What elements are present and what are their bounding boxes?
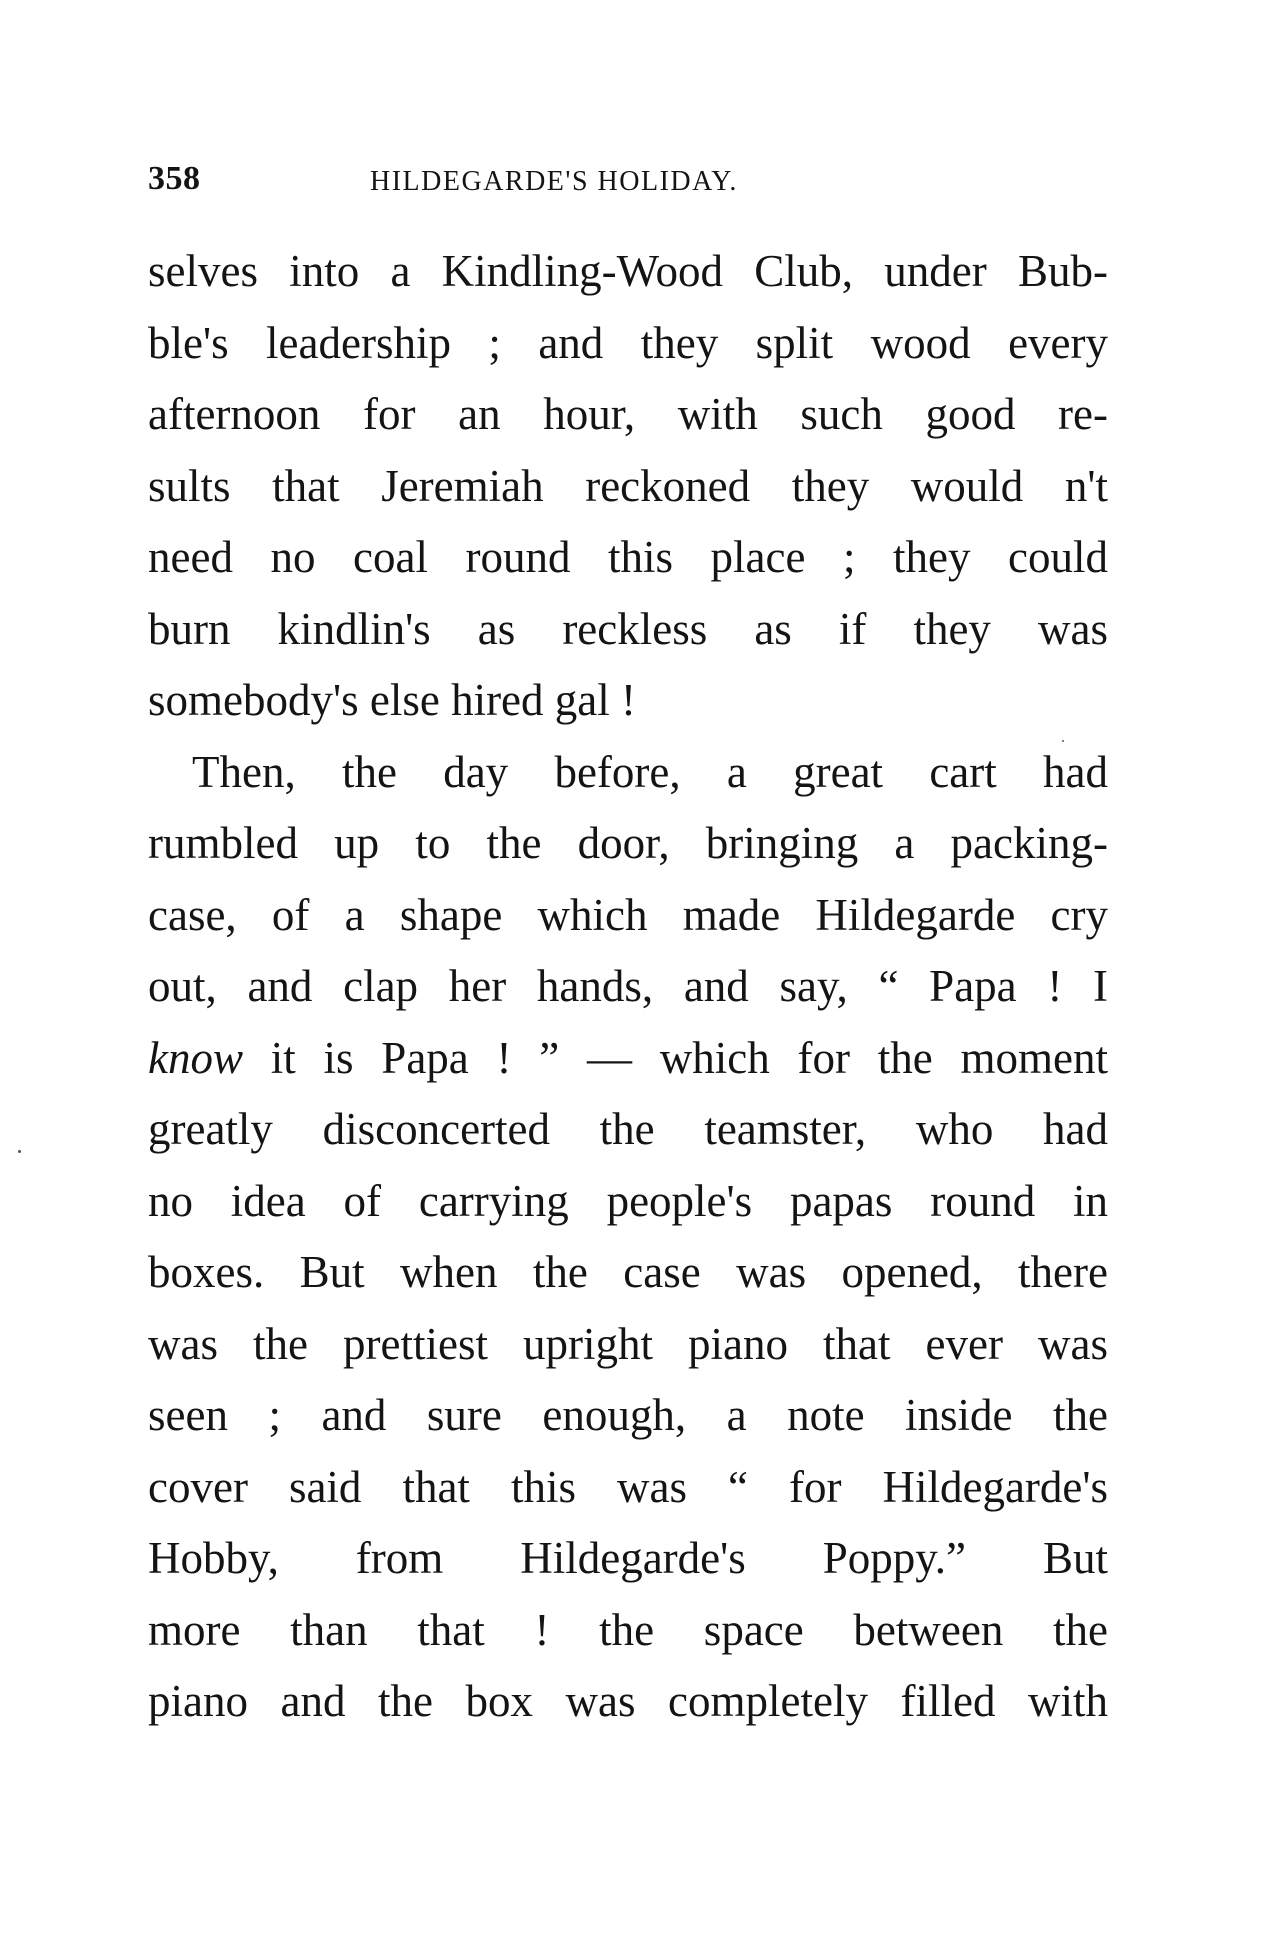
text-line: greatly disconcerted the teamster, who had bbox=[148, 1104, 1108, 1154]
print-speck bbox=[18, 1150, 21, 1153]
text-line: somebody's else hired gal ! bbox=[148, 675, 636, 725]
paragraph-2 bbox=[148, 737, 1108, 1738]
text-line: cover said that this was “ for Hildegarde's bbox=[148, 1461, 1108, 1512]
text-line: seen ; and sure enough, a note inside the bbox=[148, 1390, 1108, 1440]
text-line: Then, the day before, a great cart had bbox=[192, 746, 1108, 797]
text-line: sults that Jeremiah reckoned they would n't bbox=[148, 460, 1108, 511]
text-line: piano and the box was completely filled with bbox=[148, 1676, 1108, 1726]
text-line bbox=[148, 1023, 1108, 1095]
text-line: rumbled up to the door, bringing a packing- bbox=[148, 818, 1108, 868]
text-line: more than that ! the space between the bbox=[148, 1604, 1108, 1655]
text-line: burn kindlin's as reckless as if they was bbox=[148, 603, 1108, 654]
text-line: need no coal round this place ; they could bbox=[148, 532, 1108, 582]
page-header bbox=[148, 160, 1108, 210]
text-line: afternoon for an hour, with such good re- bbox=[148, 389, 1108, 439]
body-text bbox=[148, 236, 1108, 1738]
paragraph-1 bbox=[148, 236, 1108, 737]
running-title: HILDEGARDE'S HOLIDAY. bbox=[370, 166, 738, 197]
text-line: boxes. But when the case was opened, there bbox=[148, 1247, 1108, 1297]
text-line: Hobby, from Hildegarde's Poppy.” But bbox=[148, 1533, 1108, 1583]
text-fragment: it is Papa ! ” — which for the moment bbox=[243, 1032, 1108, 1083]
print-speck bbox=[1062, 740, 1064, 742]
text-line: out, and clap her hands, and say, “ Papa ! I bbox=[148, 961, 1108, 1011]
page-number: 358 bbox=[148, 160, 201, 197]
text-line: selves into a Kindling-Wood Club, under Bub- bbox=[148, 246, 1108, 296]
text-line: case, of a shape which made Hildegarde cry bbox=[148, 889, 1108, 940]
text-line: ble's leadership ; and they split wood every bbox=[148, 317, 1108, 368]
text-line: was the prettiest upright piano that ever was bbox=[148, 1318, 1108, 1369]
text-line: no idea of carrying people's papas round in bbox=[148, 1175, 1108, 1226]
italic-word: know bbox=[148, 1032, 243, 1083]
